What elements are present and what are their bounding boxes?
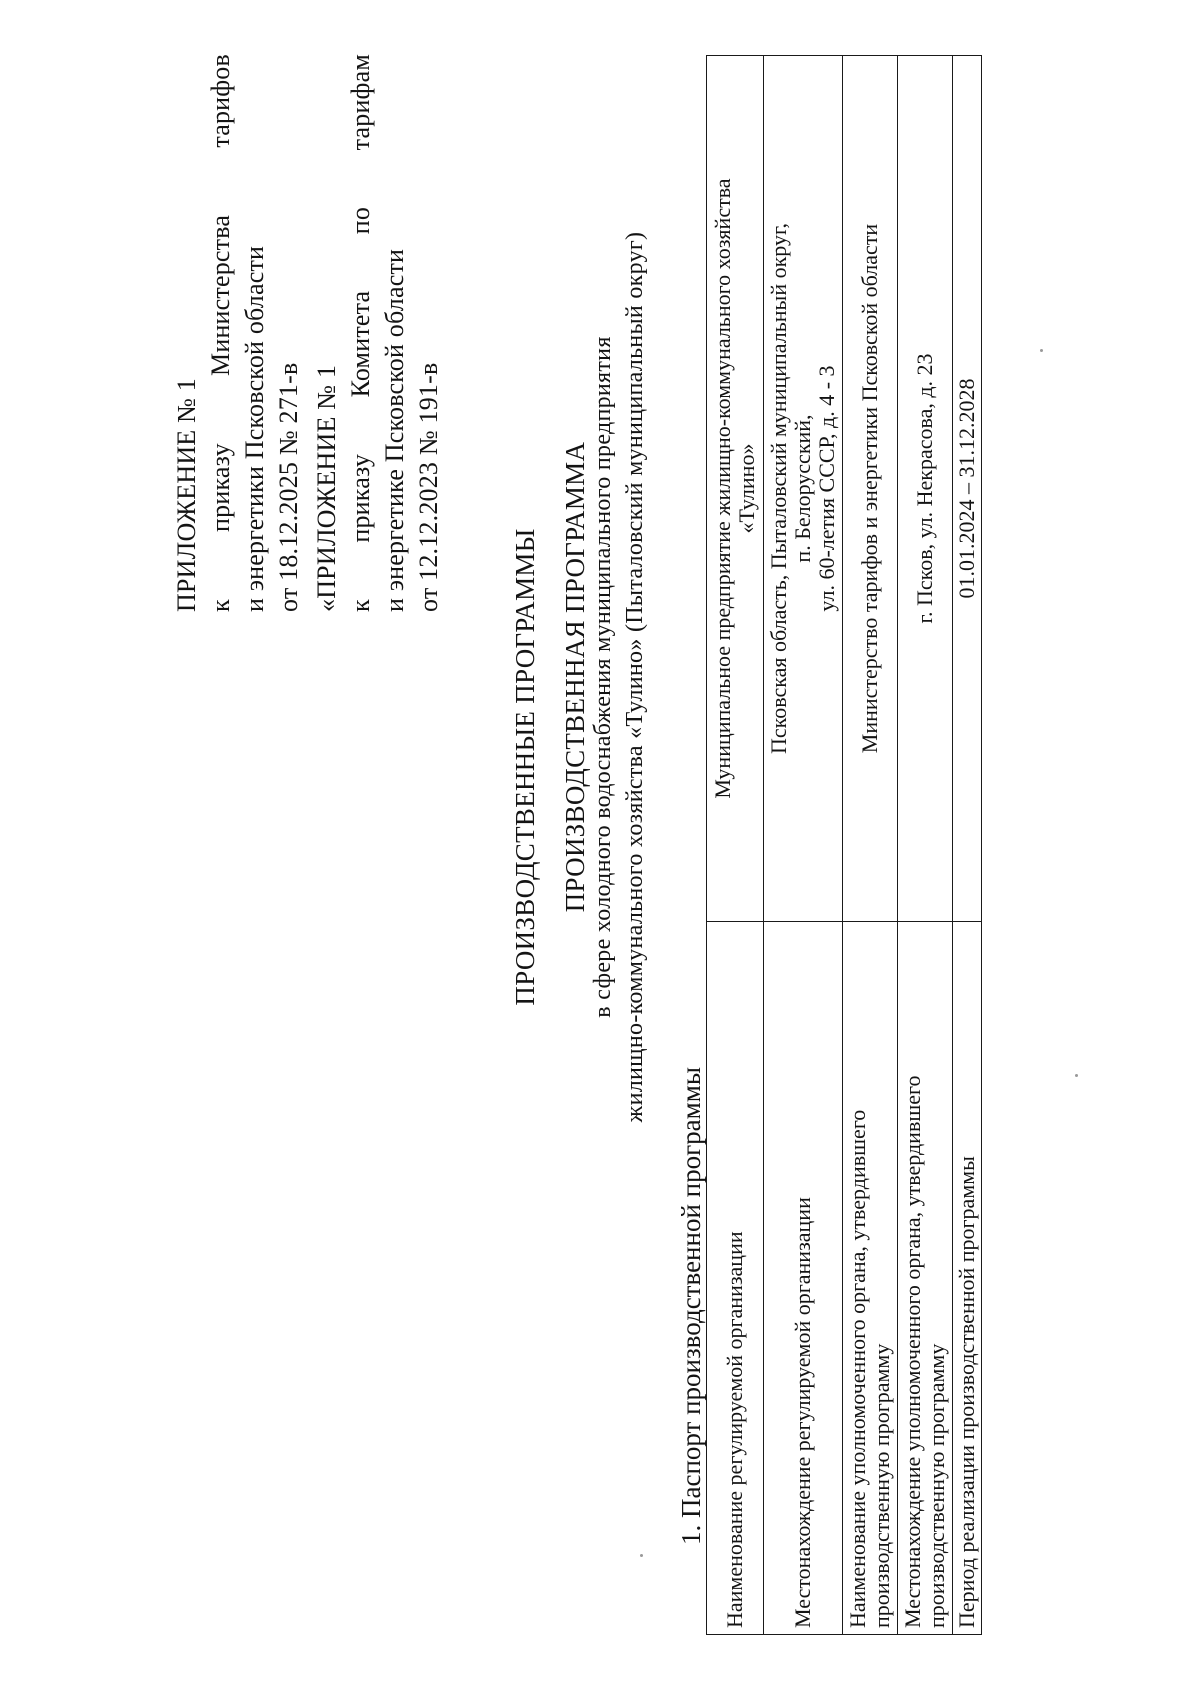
- appendix-word: Комитета: [346, 290, 375, 398]
- main-title: ПРОИЗВОДСТВЕННЫЕ ПРОГРАММЫ: [510, 528, 540, 1006]
- passport-value: [953, 56, 982, 922]
- passport-value: [707, 56, 764, 922]
- passport-label: Наименование уполномоченного органа, утвердившего производственную программу: [843, 922, 898, 1635]
- appendix-new-order: [170, 54, 306, 612]
- appendix-word: по: [346, 206, 375, 235]
- table-row: [843, 56, 898, 1635]
- table-row: [707, 56, 764, 1635]
- value-line: Министерство тарифов и энергетики Псковской области: [857, 223, 882, 754]
- appendix-word: Министерства: [206, 214, 235, 376]
- table-row: [953, 56, 982, 1635]
- appendix-old-order: [310, 54, 446, 612]
- program-scope-line-2: жилищно-коммунального хозяйства «Тулино» (Пыталовский муниципальный округ): [622, 231, 648, 1123]
- scan-speck: [1075, 1074, 1078, 1077]
- appendix-word: к: [206, 599, 235, 612]
- passport-label: Местонахождение уполномоченного органа, утвердившего производственную программу: [898, 922, 953, 1635]
- program-title: ПРОИЗВОДСТВЕННАЯ ПРОГРАММА: [560, 441, 590, 913]
- passport-value: [764, 56, 843, 922]
- scan-speck: [1040, 349, 1043, 352]
- appendix-word: приказу: [206, 443, 235, 532]
- value-line: г. Псков, ул. Некрасова, д. 23: [912, 353, 937, 624]
- scan-speck: [640, 1554, 643, 1557]
- passport-value: [843, 56, 898, 922]
- passport-label: Наименование регулируемой организации: [707, 922, 764, 1635]
- appendix-order-line: [344, 54, 378, 612]
- value-line: Псковская область, Пыталовский муниципальный округ,: [766, 222, 791, 755]
- appendix-title: ПРИЛОЖЕНИЕ № 1: [172, 378, 201, 612]
- appendix-date-number: от 12.12.2023 № 191-в: [414, 362, 443, 612]
- table-row: [898, 56, 953, 1635]
- appendix-title: «ПРИЛОЖЕНИЕ № 1: [312, 364, 341, 612]
- table-row: [764, 56, 843, 1635]
- value-line: п. Белорусский,: [790, 414, 815, 563]
- section-heading: 1. Паспорт производственной программы: [676, 1067, 706, 1545]
- appendix-order-line: [204, 54, 238, 612]
- passport-value: [898, 56, 953, 922]
- value-line: ул. 60-летия СССР, д. 4 - 3: [814, 365, 839, 612]
- value-line: «Тулино»: [734, 443, 759, 534]
- appendix-authority: и энергетике Псковской области: [380, 248, 409, 612]
- appendix-date-number: от 18.12.2025 № 271-в: [274, 362, 303, 612]
- value-line: 01.01.2024 – 31.12.2028: [954, 378, 979, 599]
- passport-label: Местонахождение регулируемой организации: [764, 922, 843, 1635]
- appendix-word: тарифов: [206, 54, 235, 148]
- appendix-word: тарифам: [346, 54, 375, 151]
- program-scope-line-1: в сфере холодного водоснабжения муниципального предприятия: [590, 336, 616, 1018]
- appendix-word: к: [346, 599, 375, 612]
- appendix-word: приказу: [346, 453, 375, 543]
- passport-label: Период реализации производственной программы: [953, 922, 982, 1635]
- appendix-authority: и энергетики Псковской области: [240, 245, 269, 612]
- passport-table: [706, 55, 982, 1635]
- value-line: Муниципальное предприятие жилищно-коммунального хозяйства: [710, 178, 735, 799]
